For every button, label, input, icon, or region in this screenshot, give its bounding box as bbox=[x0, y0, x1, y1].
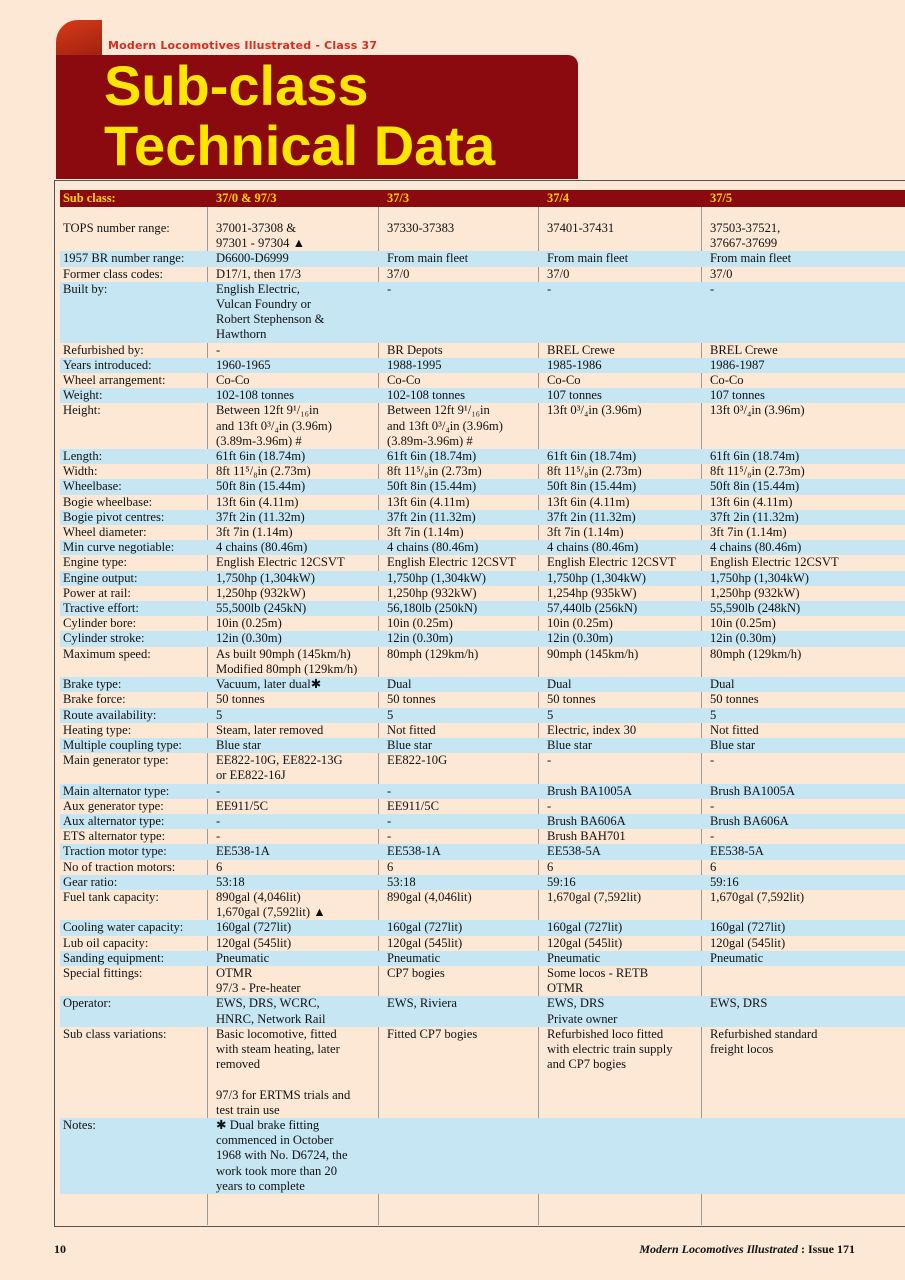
table-row bbox=[60, 738, 905, 753]
table-row bbox=[60, 464, 905, 479]
table-cell: English Electric 12CSVT bbox=[387, 555, 516, 570]
table-cell: EE822-10G, EE822-13G or EE822-16J bbox=[216, 753, 343, 783]
table-row bbox=[60, 449, 905, 464]
table-row bbox=[60, 1118, 905, 1194]
row-label: Wheelbase: bbox=[60, 479, 213, 494]
table-cell: 890gal (4,046lit) 1,670gal (7,592lit) ▲ bbox=[216, 889, 326, 920]
table-cell: Blue star bbox=[707, 738, 905, 753]
table-cell: OTMR 97/3 - Pre-heater bbox=[216, 965, 301, 996]
table-cell: Brush BA606A bbox=[707, 814, 905, 829]
table-cell: 37401-37431 bbox=[547, 221, 615, 235]
table-cell: 50 tonnes bbox=[710, 692, 759, 707]
table-cell: - bbox=[387, 829, 392, 844]
table-cell: Blue star bbox=[384, 738, 544, 753]
table-cell: 12in (0.30m) bbox=[384, 631, 544, 646]
table-cell bbox=[707, 1118, 905, 1194]
table-cell: 61ft 6in (18.74m) bbox=[707, 449, 905, 464]
row-label: Min curve negotiable: bbox=[60, 540, 213, 555]
table-row bbox=[60, 692, 905, 707]
table-cell: 50 tonnes bbox=[216, 692, 265, 707]
table-cell: Not fitted bbox=[710, 722, 759, 737]
table-cell: 160gal (727lit) bbox=[213, 920, 384, 935]
table-cell: Electric, index 30 bbox=[547, 722, 637, 737]
table-cell: 80mph (129km/h) bbox=[710, 646, 802, 661]
table-row bbox=[60, 920, 905, 935]
table-cell: D6600-D6999 bbox=[213, 251, 384, 266]
table-cell: English Electric, Vulcan Foundry or Robert Stephenson & Hawthorn bbox=[213, 282, 384, 343]
row-label: Route availability: bbox=[60, 708, 213, 723]
table-cell: 55,590lb (248kN) bbox=[707, 601, 905, 616]
table-cell: 1,750hp (1,304kW) bbox=[384, 571, 544, 586]
table-cell: 5 bbox=[384, 708, 544, 723]
table-cell: 37/0 bbox=[710, 266, 733, 281]
table-row bbox=[60, 540, 905, 555]
table-cell: Dual bbox=[384, 677, 544, 692]
table-row bbox=[60, 343, 905, 358]
table-cell: 50ft 8in (15.44m) bbox=[213, 479, 384, 494]
table-cell: EE911/5C bbox=[387, 798, 440, 813]
table-cell: 61ft 6in (18.74m) bbox=[544, 449, 707, 464]
table-cell: 5 bbox=[213, 708, 384, 723]
table-cell: - bbox=[710, 753, 715, 768]
table-cell: Co-Co bbox=[216, 373, 250, 388]
row-label: Brake type: bbox=[60, 677, 213, 692]
row-label: Maximum speed: bbox=[63, 646, 151, 661]
table-cell bbox=[544, 1118, 707, 1194]
table-cell: 160gal (727lit) bbox=[384, 920, 544, 935]
table-cell: 59:16 bbox=[544, 875, 707, 890]
table-cell: 160gal (727lit) bbox=[544, 920, 707, 935]
row-label: Cooling water capacity: bbox=[60, 920, 213, 935]
table-row bbox=[60, 814, 905, 829]
table-row bbox=[60, 358, 905, 373]
row-label: No of traction motors: bbox=[63, 859, 176, 874]
table-row bbox=[60, 829, 905, 844]
table-cell: 61ft 6in (18.74m) bbox=[384, 449, 544, 464]
row-label: ETS alternator type: bbox=[63, 829, 166, 844]
table-cell: Co-Co bbox=[387, 373, 421, 388]
row-label: Aux generator type: bbox=[63, 798, 164, 813]
row-label: Main alternator type: bbox=[60, 784, 213, 799]
table-cell: 160gal (727lit) bbox=[707, 920, 905, 935]
table-cell: 1,750hp (1,304kW) bbox=[707, 571, 905, 586]
row-label: 1957 BR number range: bbox=[60, 251, 213, 266]
footer-issue: : Issue 171 bbox=[797, 1242, 855, 1256]
row-label: Width: bbox=[63, 464, 98, 479]
table-cell: English Electric 12CSVT bbox=[710, 555, 839, 570]
table-cell: - bbox=[710, 829, 715, 844]
row-label: Special fittings: bbox=[63, 965, 143, 980]
table-cell: - bbox=[384, 814, 544, 829]
table-cell: BR Depots bbox=[387, 342, 443, 357]
table-cell: Dual bbox=[707, 677, 905, 692]
table-cell: 37/0 bbox=[387, 266, 410, 281]
table-cell: 56,180lb (250kN) bbox=[384, 601, 544, 616]
table-cell: Co-Co bbox=[547, 373, 581, 388]
table-cell: English Electric 12CSVT bbox=[547, 555, 676, 570]
table-cell: 3ft 7in (1.14m) bbox=[387, 525, 464, 540]
table-cell: 4 chains (80.46m) bbox=[544, 540, 707, 555]
table-row bbox=[60, 616, 905, 631]
table-cell: 37ft 2in (11.32m) bbox=[544, 510, 707, 525]
table-cell: Pneumatic bbox=[544, 951, 707, 966]
row-label: Sub class variations: bbox=[63, 1026, 167, 1041]
table-cell: 3ft 7in (1.14m) bbox=[547, 525, 624, 540]
table-cell: - bbox=[216, 342, 221, 357]
row-label: Wheel diameter: bbox=[63, 525, 147, 540]
table-cell: 50ft 8in (15.44m) bbox=[544, 479, 707, 494]
table-row bbox=[60, 631, 905, 646]
table-cell: 3ft 7in (1.14m) bbox=[710, 525, 787, 540]
table-cell: BREL Crewe bbox=[710, 342, 778, 357]
table-cell: Brush BA606A bbox=[544, 814, 707, 829]
table-row bbox=[60, 966, 905, 996]
table-cell: 8ft 11⁵/₈in (2.73m) bbox=[710, 464, 805, 479]
table-cell: 37ft 2in (11.32m) bbox=[213, 510, 384, 525]
table-row bbox=[60, 708, 905, 723]
table-cell: - bbox=[544, 282, 707, 343]
page-title-line-2: Technical Data bbox=[104, 114, 496, 177]
table-cell: BREL Crewe bbox=[547, 342, 615, 357]
column-header: Sub class: bbox=[60, 190, 213, 207]
table-row bbox=[60, 251, 905, 266]
table-cell: 50ft 8in (15.44m) bbox=[707, 479, 905, 494]
table-cell: Basic locomotive, fitted with steam heating, later removed 97/3 for ERTMS trials and test train use bbox=[216, 1026, 351, 1117]
table-cell: Vacuum, later dual✱ bbox=[213, 677, 384, 692]
table-row bbox=[60, 677, 905, 692]
table-cell: 120gal (545lit) bbox=[547, 935, 623, 950]
footer-magazine: Modern Locomotives Illustrated bbox=[639, 1242, 798, 1256]
table-row bbox=[60, 403, 905, 449]
table-row bbox=[60, 601, 905, 616]
row-label: Bogie wheelbase: bbox=[63, 494, 153, 509]
table-row bbox=[60, 282, 905, 343]
table-cell: Brush BAH701 bbox=[547, 829, 626, 844]
row-label: Built by: bbox=[60, 282, 213, 343]
table-cell: 1,250hp (932kW) bbox=[387, 585, 477, 600]
table-cell: EWS, DRS, WCRC, HNRC, Network Rail bbox=[213, 996, 384, 1026]
table-cell bbox=[707, 966, 905, 996]
table-cell: 120gal (545lit) bbox=[710, 935, 786, 950]
table-cell: 13ft 0³/₄in (3.96m) bbox=[710, 403, 805, 418]
table-row bbox=[60, 647, 905, 677]
table-cell: 107 tonnes bbox=[707, 388, 905, 403]
table-cell: 1,670gal (7,592lit) bbox=[710, 889, 805, 904]
table-cell: - bbox=[213, 784, 384, 799]
table-cell: 37330-37383 bbox=[387, 221, 455, 235]
page-number: 10 bbox=[54, 1242, 66, 1256]
table-cell: 37/0 bbox=[547, 266, 570, 281]
table-cell: EE538-5A bbox=[544, 844, 707, 859]
table-cell: - bbox=[384, 784, 544, 799]
table-row bbox=[60, 555, 905, 570]
table-cell: EE822-10G bbox=[387, 753, 448, 768]
table-cell: EE538-1A bbox=[384, 844, 544, 859]
table-cell: 1,750hp (1,304kW) bbox=[544, 571, 707, 586]
table-row bbox=[60, 844, 905, 859]
row-label: Fuel tank capacity: bbox=[63, 889, 159, 904]
row-label: Cylinder bore: bbox=[63, 616, 137, 631]
table-cell: EWS, DRS bbox=[707, 996, 905, 1026]
table-cell: 37503-37521, 37667-37699 bbox=[710, 221, 781, 251]
table-cell: 13ft 6in (4.11m) bbox=[216, 494, 299, 509]
table-cell: 5 bbox=[544, 708, 707, 723]
table-row bbox=[60, 221, 905, 251]
table-cell: Pneumatic bbox=[213, 951, 384, 966]
table-cell: 13ft 6in (4.11m) bbox=[710, 494, 793, 509]
table-row bbox=[60, 951, 905, 966]
row-label: Years introduced: bbox=[60, 358, 213, 373]
table-cell: ✱ Dual brake fitting commenced in October 1968 with No. D6724, the work took more than 20 years to complete bbox=[213, 1118, 384, 1194]
table-cell: EE538-5A bbox=[707, 844, 905, 859]
page-title bbox=[104, 56, 495, 176]
row-label: Bogie pivot centres: bbox=[60, 510, 213, 525]
row-label: Tractive effort: bbox=[60, 601, 213, 616]
table-cell: 1,750hp (1,304kW) bbox=[213, 571, 384, 586]
row-label: Weight: bbox=[60, 388, 213, 403]
table-cell: 12in (0.30m) bbox=[544, 631, 707, 646]
table-cell: CP7 bogies bbox=[387, 965, 445, 980]
table-cell: Refurbished standard freight locos bbox=[710, 1026, 818, 1056]
row-label: Main generator type: bbox=[63, 753, 169, 768]
table-cell: 90mph (145km/h) bbox=[547, 646, 639, 661]
table-cell: 120gal (545lit) bbox=[387, 935, 463, 950]
table-row bbox=[60, 1027, 905, 1118]
row-label: Traction motor type: bbox=[60, 844, 213, 859]
table-cell: 10in (0.25m) bbox=[387, 616, 453, 631]
spacer-row bbox=[60, 207, 905, 221]
table-cell: 1,250hp (932kW) bbox=[216, 585, 306, 600]
table-cell: - bbox=[216, 829, 221, 844]
table-row bbox=[60, 586, 905, 601]
table-cell: 8ft 11⁵/₈in (2.73m) bbox=[216, 464, 311, 479]
magazine-kicker: Modern Locomotives Illustrated - Class 37 bbox=[108, 39, 378, 52]
table-cell: 10in (0.25m) bbox=[710, 616, 776, 631]
table-cell: From main fleet bbox=[707, 251, 905, 266]
table-row bbox=[60, 784, 905, 799]
table-cell: 102-108 tonnes bbox=[384, 388, 544, 403]
table-cell: - bbox=[384, 282, 544, 343]
table-cell: 12in (0.30m) bbox=[707, 631, 905, 646]
table-cell: 80mph (129km/h) bbox=[387, 646, 479, 661]
table-row bbox=[60, 875, 905, 890]
table-cell: 4 chains (80.46m) bbox=[707, 540, 905, 555]
table-cell: Refurbished loco fitted with electric train supply and CP7 bogies bbox=[547, 1026, 673, 1072]
table-cell: 4 chains (80.46m) bbox=[384, 540, 544, 555]
table-cell: 50 tonnes bbox=[387, 692, 436, 707]
table-row bbox=[60, 753, 905, 783]
table-row bbox=[60, 388, 905, 403]
table-cell: 4 chains (80.46m) bbox=[213, 540, 384, 555]
table-row bbox=[60, 936, 905, 951]
table-cell: 37001-37308 & 97301 - 97304 ▲ bbox=[216, 221, 306, 251]
table-cell: 1,254hp (935kW) bbox=[547, 585, 637, 600]
column-header: 37/4 bbox=[544, 190, 707, 207]
table-cell: Steam, later removed bbox=[216, 722, 324, 737]
row-label: TOPS number range: bbox=[63, 221, 170, 235]
table-cell: Brush BA1005A bbox=[707, 784, 905, 799]
row-label: Wheel arrangement: bbox=[63, 373, 166, 388]
table-row bbox=[60, 479, 905, 494]
column-header: 37/3 bbox=[384, 190, 544, 207]
table-cell: - bbox=[547, 753, 552, 768]
table-row bbox=[60, 267, 905, 282]
table-cell: 55,500lb (245kN) bbox=[213, 601, 384, 616]
table-cell: Blue star bbox=[213, 738, 384, 753]
row-label: Power at rail: bbox=[63, 585, 131, 600]
row-label: Gear ratio: bbox=[60, 875, 213, 890]
row-label: Lub oil capacity: bbox=[63, 935, 149, 950]
table-cell: 57,440lb (256kN) bbox=[544, 601, 707, 616]
table-cell: From main fleet bbox=[384, 251, 544, 266]
row-label: Length: bbox=[60, 449, 213, 464]
table-cell: 13ft 6in (4.11m) bbox=[547, 494, 630, 509]
table-cell: 12in (0.30m) bbox=[213, 631, 384, 646]
row-label: Cylinder stroke: bbox=[60, 631, 213, 646]
table-cell: From main fleet bbox=[544, 251, 707, 266]
row-label: Operator: bbox=[60, 996, 213, 1026]
table-row bbox=[60, 799, 905, 814]
table-row bbox=[60, 860, 905, 875]
table-cell: Fitted CP7 bogies bbox=[387, 1026, 478, 1041]
row-label: Engine type: bbox=[63, 555, 128, 570]
table-cell: - bbox=[547, 798, 552, 813]
table-cell: 8ft 11⁵/₈in (2.73m) bbox=[387, 464, 482, 479]
column-header: 37/5 bbox=[707, 190, 905, 207]
row-label: Brake force: bbox=[63, 692, 126, 707]
table-cell: - bbox=[213, 814, 384, 829]
table-cell: 53:18 bbox=[384, 875, 544, 890]
table-cell: 1960-1965 bbox=[213, 358, 384, 373]
table-cell: 10in (0.25m) bbox=[216, 616, 282, 631]
table-cell: Pneumatic bbox=[707, 951, 905, 966]
table-cell: EWS, DRS Private owner bbox=[544, 996, 707, 1026]
table-row bbox=[60, 890, 905, 920]
page-title-line-1: Sub-class bbox=[104, 54, 369, 117]
table-cell: Dual bbox=[544, 677, 707, 692]
row-label: Engine output: bbox=[60, 571, 213, 586]
table-cell: 6 bbox=[547, 859, 554, 874]
table-cell: 61ft 6in (18.74m) bbox=[213, 449, 384, 464]
footer-credit bbox=[639, 1242, 855, 1257]
table-cell: Pneumatic bbox=[384, 951, 544, 966]
table-cell: 59:16 bbox=[707, 875, 905, 890]
table-cell: 6 bbox=[710, 859, 717, 874]
table-row bbox=[60, 495, 905, 510]
table-cell: English Electric 12CSVT bbox=[216, 555, 345, 570]
row-label: Aux alternator type: bbox=[60, 814, 213, 829]
table-cell: 37ft 2in (11.32m) bbox=[384, 510, 544, 525]
table-row bbox=[60, 571, 905, 586]
table-cell: 6 bbox=[216, 859, 223, 874]
table-cell: Co-Co bbox=[710, 373, 744, 388]
table-header-row bbox=[60, 190, 905, 207]
table-body bbox=[60, 207, 905, 1194]
table-cell: - bbox=[707, 282, 905, 343]
table-cell: Not fitted bbox=[387, 722, 436, 737]
table-cell: Between 12ft 9¹/₁₆in and 13ft 0³/₄in (3.96m) (3.89m-3.96m) # bbox=[387, 403, 503, 448]
table-cell: EE538-1A bbox=[213, 844, 384, 859]
table-cell: - bbox=[710, 798, 715, 813]
table-cell: 3ft 7in (1.14m) bbox=[216, 525, 293, 540]
table-cell: 6 bbox=[387, 859, 394, 874]
row-label: Refurbished by: bbox=[63, 342, 144, 357]
table-cell: 8ft 11⁵/₈in (2.73m) bbox=[547, 464, 642, 479]
table-row bbox=[60, 510, 905, 525]
row-label: Height: bbox=[63, 403, 101, 418]
table-cell: 50ft 8in (15.44m) bbox=[384, 479, 544, 494]
table-cell: 890gal (4,046lit) bbox=[387, 889, 472, 904]
table-row bbox=[60, 373, 905, 388]
table-cell: Between 12ft 9¹/₁₆in and 13ft 0³/₄in (3.96m) (3.89m-3.96m) # bbox=[216, 403, 332, 448]
column-header: 37/0 & 97/3 bbox=[213, 190, 384, 207]
table-cell: 37ft 2in (11.32m) bbox=[707, 510, 905, 525]
table-cell: As built 90mph (145km/h) Modified 80mph (129km/h) bbox=[216, 646, 358, 676]
table-cell: 53:18 bbox=[213, 875, 384, 890]
table-cell: 13ft 0³/₄in (3.96m) bbox=[547, 403, 642, 418]
table-row bbox=[60, 723, 905, 738]
table-cell: EWS, Riviera bbox=[384, 996, 544, 1026]
row-label: Sanding equipment: bbox=[60, 951, 213, 966]
table-cell: 1,670gal (7,592lit) bbox=[547, 889, 642, 904]
table-row bbox=[60, 996, 905, 1026]
technical-data-table bbox=[60, 190, 905, 1194]
table-cell: 1985-1986 bbox=[544, 358, 707, 373]
table-cell: Brush BA1005A bbox=[544, 784, 707, 799]
table-cell: Blue star bbox=[544, 738, 707, 753]
table-row bbox=[60, 525, 905, 540]
table-cell: Some locos - RETB OTMR bbox=[547, 965, 649, 996]
table-cell bbox=[384, 1118, 544, 1194]
row-label: Heating type: bbox=[63, 722, 132, 737]
table-cell: 120gal (545lit) bbox=[216, 935, 292, 950]
table-cell: 102-108 tonnes bbox=[213, 388, 384, 403]
table-cell: D17/1, then 17/3 bbox=[216, 266, 302, 281]
table-cell: 5 bbox=[707, 708, 905, 723]
table-cell: EE911/5C bbox=[216, 798, 269, 813]
row-label: Notes: bbox=[60, 1118, 213, 1194]
table-cell: 50 tonnes bbox=[547, 692, 596, 707]
table-cell: 1988-1995 bbox=[384, 358, 544, 373]
row-label: Former class codes: bbox=[63, 266, 164, 281]
table-cell: 13ft 6in (4.11m) bbox=[387, 494, 470, 509]
table-cell: 10in (0.25m) bbox=[547, 616, 613, 631]
table-cell: 107 tonnes bbox=[544, 388, 707, 403]
table-cell: 1,250hp (932kW) bbox=[710, 585, 800, 600]
table-cell: 1986-1987 bbox=[707, 358, 905, 373]
row-label: Multiple coupling type: bbox=[60, 738, 213, 753]
